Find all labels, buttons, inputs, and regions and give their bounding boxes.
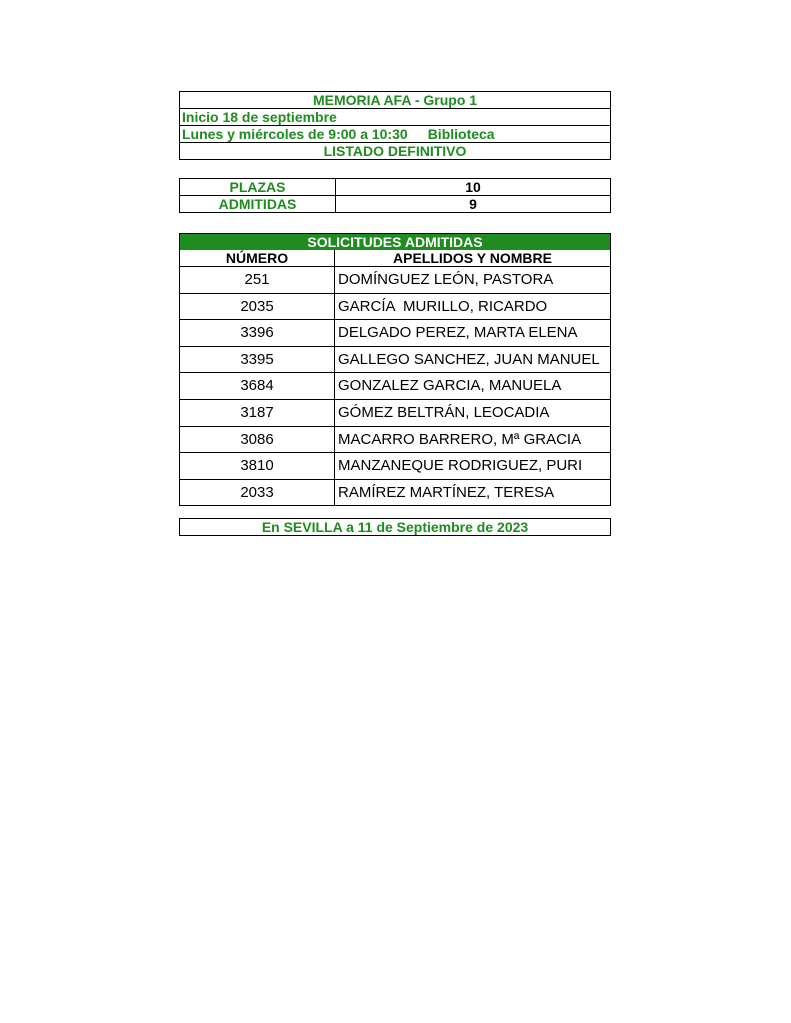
row-number: 251 bbox=[180, 267, 335, 293]
admitted-banner: SOLICITUDES ADMITIDAS bbox=[180, 234, 610, 250]
list-status: LISTADO DEFINITIVO bbox=[323, 143, 467, 159]
table-header bbox=[180, 250, 610, 267]
table-row bbox=[180, 453, 610, 480]
row-name: MANZANEQUE RODRIGUEZ, PURI bbox=[338, 457, 583, 475]
row-number: 3086 bbox=[180, 427, 335, 453]
row-number: 3810 bbox=[180, 453, 335, 479]
row-number: 2033 bbox=[180, 480, 335, 506]
header-block bbox=[179, 91, 611, 160]
row-number: 3395 bbox=[180, 347, 335, 373]
row-name: GONZALEZ GARCIA, MANUELA bbox=[338, 377, 562, 395]
row-number: 3684 bbox=[180, 373, 335, 399]
row-name: GÓMEZ BELTRÁN, LEOCADIA bbox=[338, 403, 550, 421]
table-row bbox=[180, 347, 610, 374]
row-name: MACARRO BARRERO, Mª GRACIA bbox=[338, 430, 582, 448]
schedule-text: Lunes y miércoles de 9:00 a 10:30 bbox=[182, 126, 408, 142]
table-row bbox=[180, 294, 610, 321]
document-title: MEMORIA AFA - Grupo 1 bbox=[180, 92, 610, 109]
row-name: GARCÍA MURILLO, RICARDO bbox=[338, 297, 548, 315]
row-number: 2035 bbox=[180, 294, 335, 320]
schedule-line bbox=[180, 126, 610, 143]
admitidas-label: ADMITIDAS bbox=[180, 196, 336, 212]
table-row bbox=[180, 267, 610, 294]
start-date: Inicio 18 de septiembre bbox=[180, 109, 610, 126]
plazas-label: PLAZAS bbox=[180, 179, 336, 195]
summary-row-plazas bbox=[180, 179, 610, 196]
table-row bbox=[180, 320, 610, 347]
table-row bbox=[180, 480, 610, 506]
col-number-header: NÚMERO bbox=[180, 250, 335, 266]
admitted-table bbox=[179, 233, 611, 506]
summary-row-admitidas bbox=[180, 196, 610, 212]
table-row bbox=[180, 373, 610, 400]
row-number: 3187 bbox=[180, 400, 335, 426]
row-number: 3396 bbox=[180, 320, 335, 346]
place-date-footer: En SEVILLA a 11 de Septiembre de 2023 bbox=[179, 518, 611, 536]
summary-table bbox=[179, 178, 611, 213]
row-name: GALLEGO SANCHEZ, JUAN MANUEL bbox=[338, 350, 600, 368]
table-row bbox=[180, 427, 610, 454]
table-row bbox=[180, 400, 610, 427]
col-name-header: APELLIDOS Y NOMBRE bbox=[393, 250, 552, 266]
admitidas-value: 9 bbox=[469, 196, 477, 212]
row-name: DOMÍNGUEZ LEÓN, PASTORA bbox=[338, 271, 554, 288]
plazas-value: 10 bbox=[465, 179, 481, 195]
row-name: DELGADO PEREZ, MARTA ELENA bbox=[338, 324, 578, 342]
location-text: Biblioteca bbox=[427, 126, 495, 142]
row-name: RAMÍREZ MARTÍNEZ, TERESA bbox=[338, 483, 555, 501]
